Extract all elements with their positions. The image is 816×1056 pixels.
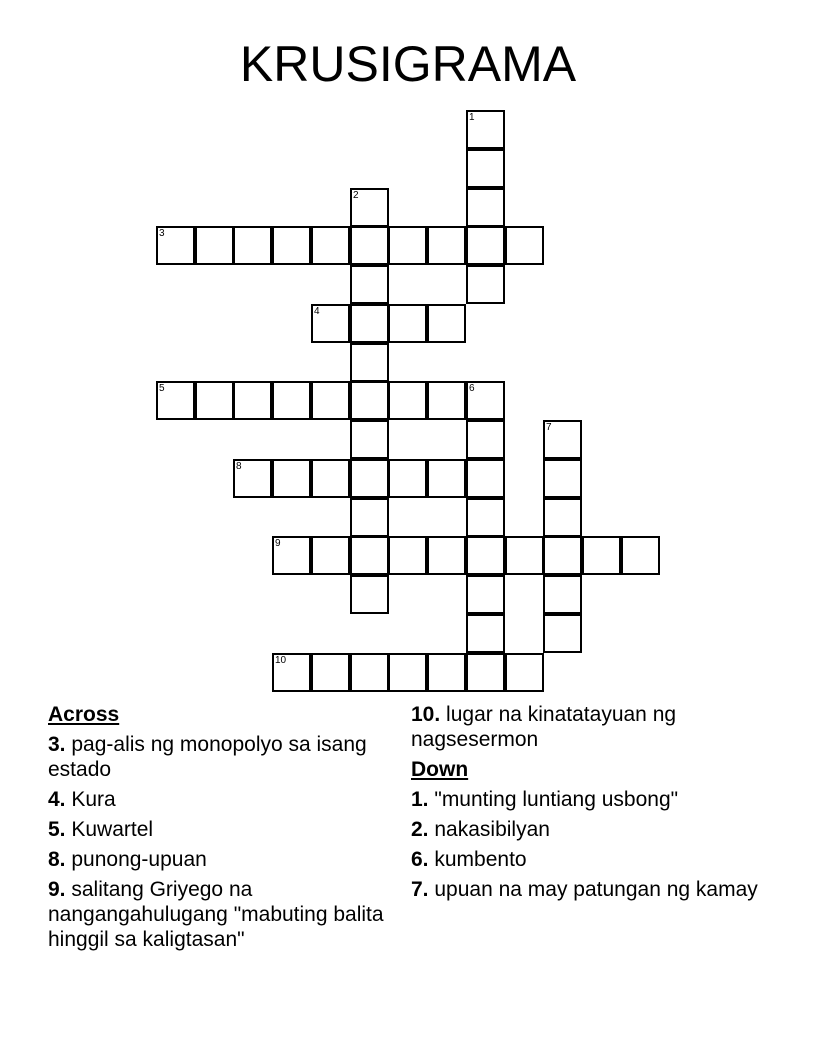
grid-cell[interactable] [388,381,427,420]
grid-cell[interactable] [466,653,505,692]
cell-number: 7 [546,422,552,433]
clue-down-6 [411,847,771,872]
grid-cell[interactable] [350,343,389,382]
grid-cell[interactable] [427,459,466,498]
clue-down-2 [411,817,771,842]
cell-number: 4 [314,306,320,317]
grid-cell[interactable] [350,575,389,614]
grid-cell[interactable] [582,536,621,575]
grid-cell[interactable] [272,653,311,692]
clue-number: 1. [411,788,429,811]
clue-across-9 [48,877,388,952]
clue-number: 4. [48,788,66,811]
clue-text: salitang Griyego na nangangahulugang "mabuting balita hinggil sa kaligtasan" [48,878,384,951]
clue-number: 10. [411,703,441,726]
grid-cell[interactable] [543,459,582,498]
grid-cell[interactable] [350,420,389,459]
grid-cell[interactable] [621,536,660,575]
grid-cell[interactable] [350,536,389,575]
clue-text: "munting luntiang usbong" [434,788,679,811]
clue-text: Kuwartel [71,818,154,841]
grid-cell[interactable] [350,304,389,343]
grid-cell[interactable] [466,498,505,537]
puzzle-title: KRUSIGRAMA [239,36,577,92]
grid-cell[interactable] [233,226,272,265]
clue-number: 7. [411,878,429,901]
clue-text: punong-upuan [71,848,207,871]
grid-cell[interactable] [388,459,427,498]
grid-cell[interactable] [466,536,505,575]
clue-across-10 [411,702,771,752]
grid-cell[interactable] [427,653,466,692]
grid-cell[interactable] [543,575,582,614]
across-heading: Across [48,703,120,726]
clue-across-8 [48,847,388,872]
grid-cell[interactable] [427,304,466,343]
clue-down-1 [411,787,771,812]
grid-cell[interactable] [505,653,544,692]
grid-cell[interactable] [543,498,582,537]
grid-cell[interactable] [505,226,544,265]
grid-cell[interactable] [350,226,389,265]
grid-cell[interactable] [388,226,427,265]
clue-text: kumbento [434,848,527,871]
grid-cell[interactable] [195,381,234,420]
grid-cell[interactable] [543,536,582,575]
grid-cell[interactable] [543,420,582,459]
clues-column-right [411,702,771,907]
grid-cell[interactable] [156,381,195,420]
clue-number: 9. [48,878,66,901]
clue-number: 3. [48,733,66,756]
clue-number: 6. [411,848,429,871]
grid-cell[interactable] [350,459,389,498]
grid-cell[interactable] [233,381,272,420]
clue-across-3 [48,732,388,782]
grid-cell[interactable] [272,536,311,575]
cell-number: 5 [159,383,165,394]
clue-text: upuan na may patungan ng kamay [434,878,758,901]
grid-cell[interactable] [466,420,505,459]
cell-number: 9 [275,538,281,549]
clue-text: Kura [71,788,116,811]
clue-across-5 [48,817,388,842]
grid-cell[interactable] [427,536,466,575]
clue-number: 5. [48,818,66,841]
grid-cell[interactable] [350,653,389,692]
grid-cell[interactable] [505,536,544,575]
grid-cell[interactable] [466,110,505,149]
grid-cell[interactable] [466,614,505,653]
cell-number: 6 [469,383,475,394]
grid-cell[interactable] [427,381,466,420]
grid-cell[interactable] [350,498,389,537]
grid-cell[interactable] [466,149,505,188]
grid-cell[interactable] [272,381,311,420]
clue-number: 8. [48,848,66,871]
grid-cell[interactable] [466,459,505,498]
clue-across-4 [48,787,388,812]
grid-cell[interactable] [388,304,427,343]
grid-cell[interactable] [350,381,389,420]
grid-cell[interactable] [466,381,505,420]
cell-number: 10 [275,655,287,666]
clue-number: 2. [411,818,429,841]
grid-cell[interactable] [311,459,350,498]
grid-cell[interactable] [388,536,427,575]
grid-cell[interactable] [466,575,505,614]
grid-cell[interactable] [311,381,350,420]
cell-number: 1 [469,112,475,123]
clue-down-7 [411,877,771,902]
grid-cell[interactable] [311,304,350,343]
grid-cell[interactable] [195,226,234,265]
grid-cell[interactable] [272,226,311,265]
grid-cell[interactable] [466,188,505,227]
cell-number: 2 [353,190,359,201]
grid-cell[interactable] [466,226,505,265]
grid-cell[interactable] [466,265,505,304]
grid-cell[interactable] [543,614,582,653]
grid-cell[interactable] [350,188,389,227]
grid-cell[interactable] [233,459,272,498]
clue-text: pag-alis ng monopolyo sa isang estado [48,733,367,781]
clue-text: nakasibilyan [434,818,550,841]
down-heading: Down [411,758,469,781]
grid-cell[interactable] [272,459,311,498]
clues-column-left [48,702,388,957]
cell-number: 3 [159,228,165,239]
grid-cell[interactable] [156,226,195,265]
grid-cell[interactable] [350,265,389,304]
clue-text: lugar na kinatatayuan ng nagsesermon [411,703,677,751]
grid-cell[interactable] [427,226,466,265]
grid-cell[interactable] [311,536,350,575]
cell-number: 8 [236,461,242,472]
grid-cell[interactable] [388,653,427,692]
grid-cell[interactable] [311,653,350,692]
grid-cell[interactable] [311,226,350,265]
